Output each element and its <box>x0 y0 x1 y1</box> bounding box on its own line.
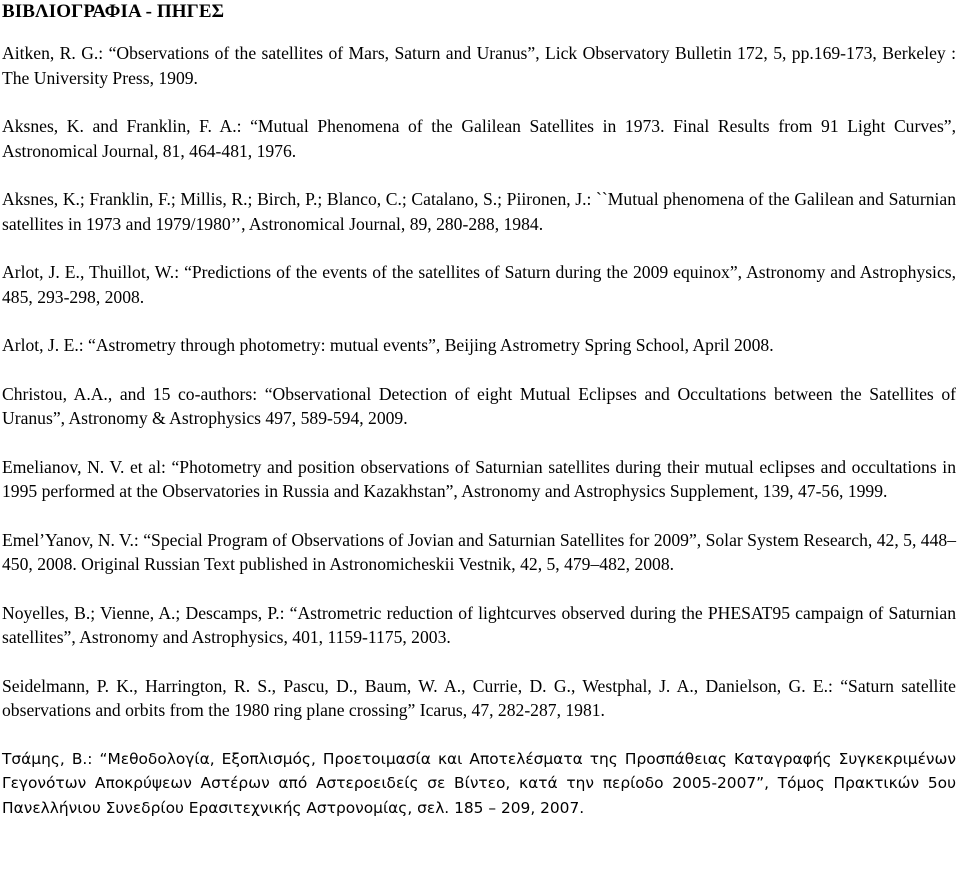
reference-item: Arlot, J. E., Thuillot, W.: “Predictions of the events of the satellites of Saturn during the 2009 equinox”, Astronomy and Astrophysics, 485, 293-298, 2008. <box>2 262 956 307</box>
reference-item: Arlot, J. E.: “Astrometry through photometry: mutual events”, Beijing Astrometry Spring School, April 2008. <box>2 335 774 355</box>
reference-item: Seidelmann, P. K., Harrington, R. S., Pascu, D., Baum, W. A., Currie, D. G., Westphal, J. A., Danielson, G. E.: “Saturn satellite observations and orbits from the 1980 ring plane crossing” Icarus, 47, 282-287, 1981. <box>2 675 956 720</box>
reference-item: Christou, A.A., and 15 co-authors: “Observational Detection of eight Mutual Eclipses and Occultations between the Satellites of Uranus”, Astronomy & Astrophysics 497, 589-594, 2009. <box>2 383 956 428</box>
section-heading: ΒΙΒΛΙΟΓΡΑΦΙΑ - ΠΗΓΕΣ <box>2 1 225 22</box>
reference-list <box>2 41 956 820</box>
reference-item: Emel’Yanov, N. V.: “Special Program of Observations of Jovian and Saturnian Satellites for 2009”, Solar System Research, 42, 5, 448–450, 2008. Original Russian Text published in Astronomicheskii Vestnik, 42, 5, 479–482, 2008. <box>2 529 956 574</box>
reference-item: Aksnes, K. and Franklin, F. A.: “Mutual Phenomena of the Galilean Satellites in 1973. Final Results from 91 Light Curves”, Astronomical Journal, 81, 464-481, 1976. <box>2 116 956 161</box>
reference-item: Aksnes, K.; Franklin, F.; Millis, R.; Birch, P.; Blanco, C.; Catalano, S.; Piironen, J.: ``Mutual phenomena of the Galilean and Saturnian satellites in 1973 and 1979/1980’’, Astronomical Journal, 89, 280-288, 1984. <box>2 189 956 234</box>
reference-item: Noyelles, B.; Vienne, A.; Descamps, P.: “Astrometric reduction of lightcurves observed during the PHESAT95 campaign of Saturnian satellites”, Astronomy and Astrophysics, 401, 1159-1175, 2003. <box>2 602 956 647</box>
bibliography-page <box>2 0 956 820</box>
reference-item: Emelianov, N. V. et al: “Photometry and position observations of Saturnian satellites during their mutual eclipses and occultations in 1995 performed at the Observatories in Russia and Kazakhstan”, Astronomy and Astrophysics Supplement, 139, 47-56, 1999. <box>2 456 956 501</box>
reference-item: Aitken, R. G.: “Observations of the satellites of Mars, Saturn and Uranus”, Lick Observatory Bulletin 172, 5, pp.169-173, Berkeley : The University Press, 1909. <box>2 43 956 88</box>
reference-item: Τσάμης, Β.: “Μεθοδολογία, Εξοπλισμός, Προετοιμασία και Αποτελέσματα της Προσπάθειας Καταγραφής Συγκεκριμένων Γεγονότων Αποκρύψεων Αστέρων από Αστεροειδείς σε Βίντεο, κατά την περίοδο 2005-2007”, Τόμος Πρακτικών 5ου Πανελλήνιου Συνεδρίου Ερασιτεχνικής Αστρονομίας, σελ. 185 – 209, 2007. <box>2 749 956 817</box>
